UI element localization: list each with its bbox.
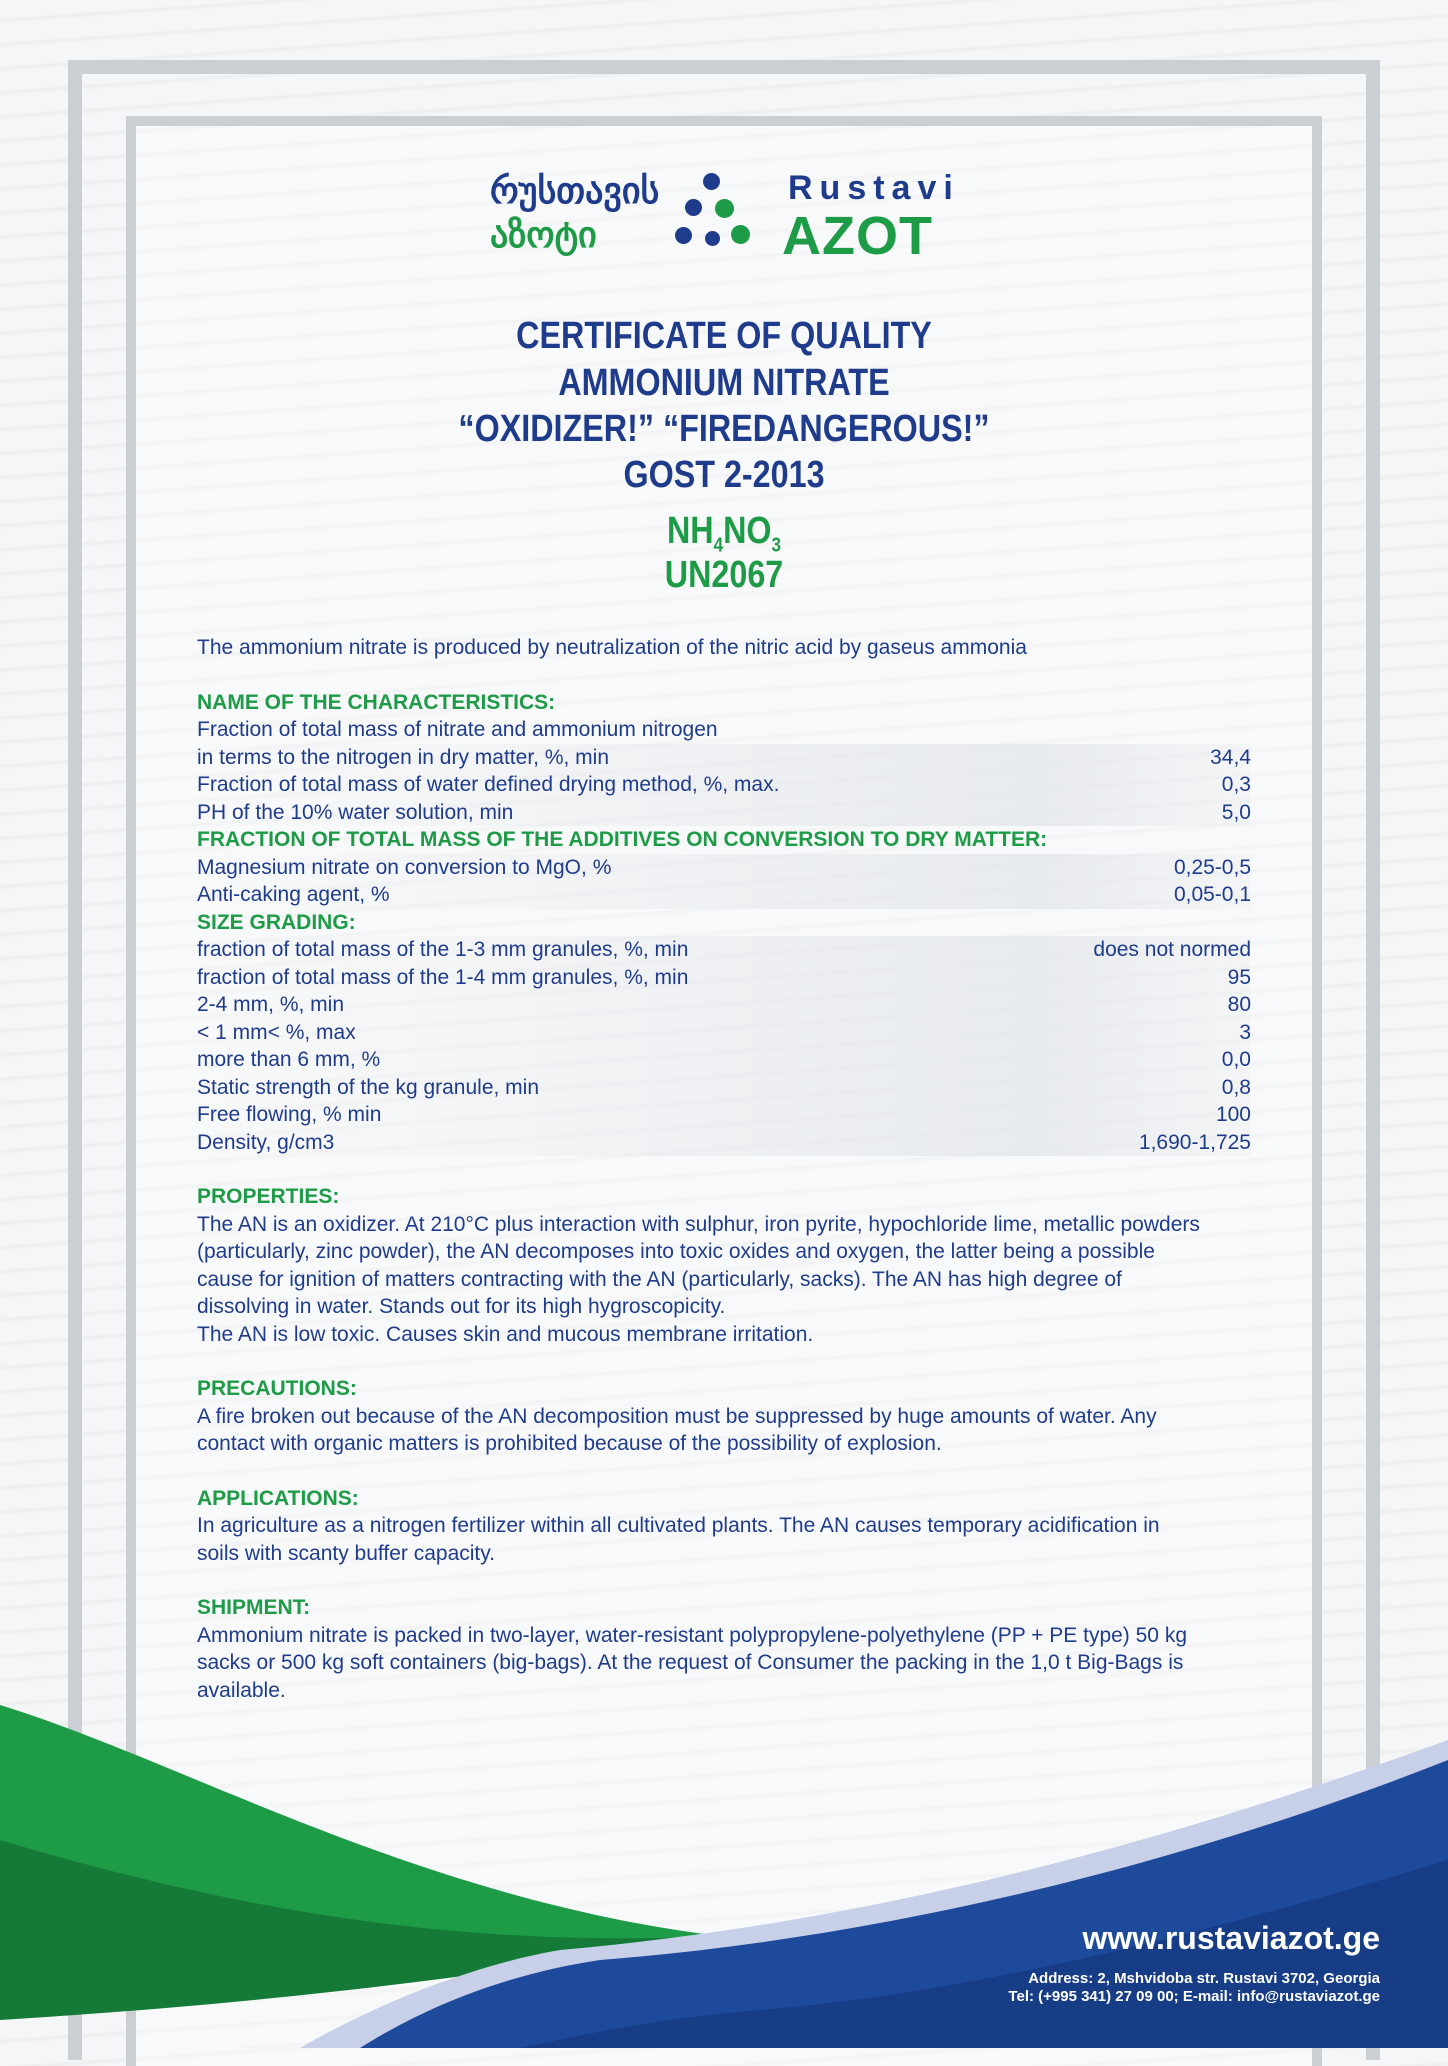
un-number: UN2067 (664, 554, 784, 596)
spec-row: more than 6 mm, % 0,0 (197, 1046, 1251, 1074)
logo-rustavi-text: Rustavi (788, 169, 960, 207)
characteristics-line: Fraction of total mass of nitrate and ammonium nitrogen (197, 718, 718, 741)
size-grading-heading: SIZE GRADING: (197, 910, 356, 934)
shipment-text: Ammonium nitrate is packed in two-layer, water-resistant polypropylene-polyethylene (PP + PE type) 50 kg (197, 1623, 1188, 1647)
properties-text: The AN is an oxidizer. At 210°C plus interaction with sulphur, iron pyrite, hypochloride lime, metallic powders (197, 1212, 1200, 1236)
shipment-heading: SHIPMENT: (197, 1596, 311, 1619)
spec-row: Magnesium nitrate on conversion to MgO, % 0,25-0,5 (197, 854, 1251, 882)
intro-text: The ammonium nitrate is produced by neutralization of the nitric acid by gaseus ammonia (197, 636, 1027, 659)
spec-row: Density, g/cm3 1,690-1,725 (197, 1129, 1251, 1157)
applications-heading: APPLICATIONS: (197, 1486, 359, 1510)
precautions-text: contact with organic matters is prohibited because of the possibility of explosion. (197, 1432, 942, 1455)
properties-text: dissolving in water. Stands out for its high hygroscopicity. (197, 1295, 726, 1318)
certificate-title: CERTIFICATE OF QUALITY (516, 315, 932, 357)
spec-row: Static strength of the kg granule, min 0,8 (197, 1074, 1251, 1102)
properties-text: cause for ignition of matters contracting with the AN (particularly, sacks). The AN has high degree of (197, 1267, 1122, 1291)
properties-text: (particularly, zinc powder), the AN decomposes into toxic oxides and oxygen, the latter being a possible (197, 1240, 1155, 1263)
shipment-text: sacks or 500 kg soft containers (big-bags). At the request of Consumer the packing in the 1,0 t Big-Bags is (197, 1651, 1184, 1674)
precautions-heading: PRECAUTIONS: (197, 1377, 357, 1400)
warning-title: “OXIDIZER!” “FIREDANGEROUS!” (458, 408, 990, 450)
spec-row: fraction of total mass of the 1-4 mm granules, %, min 95 (197, 964, 1251, 992)
shipment-text: available. (197, 1678, 286, 1702)
additives-heading: FRACTION OF TOTAL MASS OF THE ADDITIVES ON CONVERSION TO DRY MATTER: (197, 828, 1048, 851)
contact-line: Tel: (+995 341) 27 09 00; E-mail: info@rustaviazot.ge (1008, 1988, 1380, 2005)
logo-georgian-line1: რუსთავის (490, 170, 660, 211)
contact-address (1008, 1970, 1380, 2006)
spec-row: fraction of total mass of the 1-3 mm granules, %, min does not normed (197, 936, 1251, 964)
website-url[interactable]: www.rustaviazot.ge (1082, 1920, 1380, 1956)
product-title: AMMONIUM NITRATE (558, 362, 890, 404)
applications-text: In agriculture as a nitrogen fertilizer within all cultivated plants. The AN causes temporary acidification in (197, 1514, 1160, 1537)
spec-row: 2-4 mm, %, min 80 (197, 991, 1251, 1019)
spec-row: Fraction of total mass of water defined drying method, %, max. 0,3 (197, 771, 1251, 799)
spec-row: < 1 mm< %, max 3 (197, 1019, 1251, 1047)
logo-georgian-line2: აზოტი (490, 214, 597, 255)
spec-row: Anti-caking agent, % 0,05-0,1 (197, 881, 1251, 909)
gost-title: GOST 2-2013 (623, 454, 825, 496)
properties-text: The AN is low toxic. Causes skin and mucous membrane irritation. (197, 1322, 814, 1346)
characteristics-heading: NAME OF THE CHARACTERISTICS: (197, 690, 556, 714)
spec-row: PH of the 10% water solution, min 5,0 (197, 799, 1251, 827)
properties-heading: PROPERTIES: (197, 1185, 340, 1208)
chemical-formula: $NH_4NO_3$ (666, 510, 782, 557)
spec-row: Free flowing, % min 100 (197, 1101, 1251, 1129)
applications-text: soils with scanty buffer capacity. (197, 1541, 496, 1565)
logo-azot-text: AZOT (782, 206, 933, 266)
address-line: Address: 2, Mshvidoba str. Rustavi 3702, Georgia (1028, 1970, 1380, 1987)
spec-row: in terms to the nitrogen in dry matter, %, min 34,4 (197, 744, 1251, 772)
precautions-text: A fire broken out because of the AN decomposition must be suppressed by huge amounts of water. Any (197, 1404, 1157, 1428)
